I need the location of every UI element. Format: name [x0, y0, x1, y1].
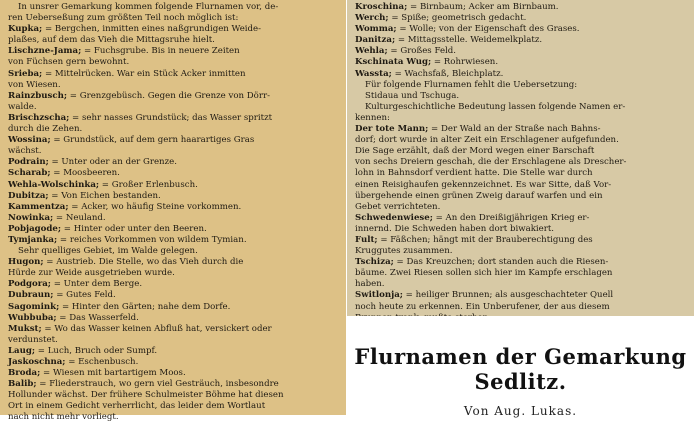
- left-column-line: [8, 379, 340, 390]
- line-text: = Unter oder an der Grenze.: [48, 157, 177, 168]
- line-text: = Neuland.: [53, 212, 106, 223]
- left-column-line: [8, 246, 340, 257]
- field-name-term: Wassta;: [355, 68, 392, 79]
- line-text: Sehr quelliges Gebiet, im Walde gelegen.: [18, 246, 198, 257]
- right-column-line: [355, 13, 688, 24]
- right-column-line: [355, 168, 688, 179]
- right-column-line: [355, 290, 688, 301]
- right-column-line: [355, 268, 688, 279]
- field-name-term: Srieba;: [8, 68, 43, 79]
- left-column-line: [8, 13, 340, 24]
- right-column-line: [355, 191, 688, 202]
- line-text: = Das Wasserfeld.: [56, 312, 139, 323]
- field-name-term: Podrain;: [8, 157, 49, 168]
- line-text: Hürde zur Weide ausgetrieben wurde.: [8, 268, 175, 279]
- left-column-line: [8, 35, 340, 46]
- line-text: = Mittelrücken. War ein Stück Acker inmitten: [42, 68, 246, 79]
- line-text: = Eschenbusch.: [65, 357, 139, 367]
- right-column-line: [355, 135, 688, 146]
- field-name-term: Der tote Mann;: [355, 124, 429, 135]
- left-column-line: [8, 146, 340, 157]
- left-column-line: [8, 91, 340, 102]
- left-column-line: [8, 390, 340, 401]
- line-text: = Der Wald an der Straße nach Bahns-: [428, 124, 601, 135]
- field-name-term: Wossina;: [8, 135, 51, 146]
- left-column-line: [8, 268, 340, 279]
- line-text: = Moosbeeren.: [50, 168, 120, 179]
- line-text: = Spiße; geometrisch gedacht.: [388, 13, 527, 24]
- right-column-line: [355, 91, 688, 102]
- article-author: Von Aug. Lukas.: [463, 404, 578, 418]
- line-text: von sechs Dreiern geschah, die der Erschlagene als Drescher-: [355, 157, 627, 168]
- field-name-term: Rainzbusch;: [8, 90, 68, 101]
- line-text: = Birnbaum; Acker am Birnbaum.: [407, 2, 559, 12]
- right-column-line: [355, 124, 688, 135]
- line-text: von Füchsen gern bewohnt.: [8, 57, 130, 68]
- field-name-term: Mukst;: [8, 323, 42, 334]
- line-text: = Mittagsstelle. Weidemelkplatz.: [395, 35, 543, 46]
- line-text: = Grenzgebüsch. Gegen die Grenze von Dörr-: [67, 90, 270, 101]
- line-text: walde.: [8, 101, 37, 112]
- right-column-line: [355, 257, 688, 268]
- line-text: = Das Kreuzchen; dort standen auch die Riesen-: [393, 257, 609, 268]
- field-name-term: Laug;: [8, 345, 36, 356]
- article-header: [347, 316, 694, 418]
- field-name-term: Sagomink;: [8, 301, 60, 312]
- left-column-line: [8, 224, 340, 235]
- field-name-term: Schwedenwiese;: [355, 212, 433, 223]
- field-name-term: Tymjanka;: [8, 234, 58, 245]
- left-column-line: [8, 335, 340, 346]
- line-text: = sehr nasses Grundstück; das Wasser spritzt: [69, 112, 273, 123]
- field-name-term: Pobjagode;: [8, 223, 62, 234]
- left-column-line: [8, 124, 340, 135]
- field-name-term: Kschinata Wug;: [355, 57, 432, 68]
- right-column-line: [355, 157, 688, 168]
- line-text: Ort in einem Gedicht verherrlicht, das leider dem Wortlaut: [8, 401, 266, 412]
- right-column-line: [355, 46, 688, 57]
- line-text: = Hinter den Gärten; nahe dem Dorfe.: [59, 301, 231, 312]
- field-name-term: Dubitza;: [8, 190, 49, 201]
- line-text: = Unter dem Berge.: [50, 279, 143, 290]
- line-text: = reiches Vorkommen von wildem Tymian.: [57, 234, 247, 245]
- line-text: = Rohrwiesen.: [431, 57, 499, 68]
- left-column-line: [8, 357, 340, 368]
- line-text: bäume. Zwei Riesen sollen sich hier im Kampfe erschlagen: [355, 268, 613, 279]
- field-name-term: Tschiza;: [355, 257, 394, 268]
- left-column-line: [8, 57, 340, 68]
- field-name-term: Podgora;: [8, 279, 51, 290]
- left-column-line: [8, 324, 340, 335]
- right-column-line: [355, 35, 688, 46]
- line-text: Gebet verrichteten.: [355, 201, 441, 212]
- right-column-line: [355, 69, 688, 80]
- line-text: dorf; dort wurde in alter Zeit ein Erschlagener aufgefunden.: [355, 135, 619, 146]
- left-text-column: [0, 0, 346, 423]
- line-text: = Grundstück, auf dem gern haarartiges Gras: [50, 135, 255, 146]
- field-name-term: Wehla-Wolschinka;: [8, 179, 100, 190]
- line-text: Kulturgeschichtliche Bedeutung lassen folgende Namen er-: [365, 101, 626, 112]
- line-text: = Großes Feld.: [387, 46, 457, 57]
- left-column-line: [8, 235, 340, 246]
- left-column-line: [8, 168, 340, 179]
- line-text: plaßes, auf dem das Vieh die Mittagsruhe hielt.: [8, 35, 215, 46]
- left-column-line: [8, 213, 340, 224]
- line-text: lohn in Bahnsdorf verdient hatte. Die Stelle war durch: [355, 168, 593, 179]
- field-name-term: Hugon;: [8, 257, 44, 268]
- right-column-line: [355, 2, 688, 13]
- line-text: = Wolle; von der Eigenschaft des Grases.: [396, 24, 580, 35]
- line-text: Hollunder wächst. Der frühere Schulmeister Böhme hat diesen: [8, 390, 284, 401]
- left-column-line: [8, 191, 340, 202]
- left-column-line: [8, 257, 340, 268]
- left-column-line: [8, 113, 340, 124]
- right-column-line: [355, 213, 688, 224]
- right-text-column: [347, 0, 694, 316]
- left-column-line: [8, 279, 340, 290]
- line-text: nach nicht mehr vorliegt.: [8, 412, 119, 423]
- field-name-term: Dubraun;: [8, 290, 54, 301]
- left-column-line: [8, 290, 340, 301]
- line-text: Kruggutes zusammen.: [355, 246, 453, 257]
- left-column-line: [8, 157, 340, 168]
- left-column-line: [8, 102, 340, 113]
- right-column-line: [355, 302, 688, 313]
- line-text: ren Ueberseßung zum größten Teil noch möglich ist:: [8, 13, 239, 24]
- left-column-line: [8, 412, 340, 423]
- field-name-term: Jaskoschna;: [8, 357, 66, 367]
- line-text: = Fäßchen; hängt mit der Brauberechtigung des: [377, 234, 593, 245]
- right-column-line: [355, 113, 688, 124]
- right-column-line: [355, 57, 688, 68]
- right-column-line: [355, 102, 688, 113]
- right-column-line: [355, 235, 688, 246]
- field-name-term: Balib;: [8, 379, 37, 390]
- left-column-line: [8, 135, 340, 146]
- line-text: = Fliederstrauch, wo gern viel Gesträuch, insbesondre: [36, 379, 279, 390]
- line-text: innernd. Die Schweden haben dort biwakiert.: [355, 223, 555, 234]
- field-name-term: Womma;: [355, 24, 397, 35]
- right-column-line: [355, 146, 688, 157]
- line-text: = Großer Erlenbusch.: [99, 179, 198, 190]
- field-name-term: Lischzne-Jama;: [8, 46, 82, 57]
- line-text: Die Sage erzählt, daß der Mord wegen einer Barschaft: [355, 146, 595, 157]
- left-column-line: [8, 202, 340, 213]
- line-text: Stidaua und Tschuga.: [365, 90, 460, 101]
- line-text: = Wo das Wasser keinen Abfluß hat, versickert oder: [41, 323, 272, 334]
- line-text: noch heute zu erkennen. Ein Unberufener, der aus diesem: [355, 301, 610, 312]
- line-text: von Wiesen.: [8, 79, 61, 90]
- line-text: = Fuchsgrube. Bis in neuere Zeiten: [81, 46, 240, 57]
- right-column-line: [355, 202, 688, 213]
- field-name-term: Broda;: [8, 368, 41, 379]
- line-text: durch die Zehen.: [8, 124, 83, 135]
- left-column-line: [8, 313, 340, 324]
- field-name-term: Wehla;: [355, 46, 388, 57]
- field-name-term: Wubbuba;: [8, 312, 57, 323]
- right-column-line: [355, 80, 688, 91]
- line-text: = Wachsfaß, Bleichplatz.: [391, 68, 504, 79]
- line-text: wächst.: [8, 146, 42, 157]
- line-text: verdunstet.: [8, 334, 58, 345]
- left-column-line: [8, 2, 340, 13]
- left-column-line: [8, 401, 340, 412]
- line-text: einen Reisighaufen gekennzeichnet. Es war Sitte, daß Vor-: [355, 179, 612, 190]
- line-text: = heiliger Brunnen; als ausgeschachteter Quell: [402, 290, 614, 301]
- field-name-term: Scharab;: [8, 168, 51, 179]
- left-column-line: [8, 302, 340, 313]
- line-text: = Bergchen, inmitten eines naßgrundigen Weide-: [42, 24, 262, 35]
- right-column-line: [355, 24, 688, 35]
- line-text: = Acker, wo häufig Steine vorkommen.: [68, 201, 242, 212]
- line-text: haben.: [355, 279, 385, 290]
- field-name-term: Brischzscha;: [8, 112, 70, 123]
- left-column-line: [8, 24, 340, 35]
- right-column-line: [355, 224, 688, 235]
- left-column-line: [8, 69, 340, 80]
- line-text: = Von Eichen bestanden.: [48, 190, 161, 201]
- line-text: = Gutes Feld.: [53, 290, 116, 301]
- left-column-line: [8, 80, 340, 91]
- right-column-line: [355, 279, 688, 290]
- field-name-term: Kroschina;: [355, 2, 408, 12]
- left-column-line: [8, 46, 340, 57]
- article-title: Flurnamen der Gemarkung Sedlitz.: [354, 344, 687, 394]
- line-text: = Hinter oder unter den Beeren.: [61, 223, 207, 234]
- left-column-line: [8, 346, 340, 357]
- field-name-term: Werch;: [355, 13, 389, 24]
- field-name-term: Danitza;: [355, 35, 396, 46]
- field-name-term: Fult;: [355, 234, 378, 245]
- left-column-line: [8, 180, 340, 191]
- line-text: In unsrer Gemarkung kommen folgende Flurnamen vor, de-: [18, 2, 279, 12]
- line-text: übergehende einen grünen Zweig darauf warfen und ein: [355, 190, 603, 201]
- field-name-term: Kammentza;: [8, 201, 69, 212]
- field-name-term: Switlonja;: [355, 290, 403, 301]
- line-text: kennen:: [355, 112, 390, 123]
- field-name-term: Kupka;: [8, 24, 43, 35]
- line-text: = An den Dreißigjährigen Krieg er-: [432, 212, 590, 223]
- line-text: = Luch, Bruch oder Sumpf.: [35, 345, 158, 356]
- line-text: = Wiesen mit bartartigem Moos.: [40, 368, 186, 379]
- right-column-line: [355, 246, 688, 257]
- left-column-line: [8, 368, 340, 379]
- line-text: = Austrieb. Die Stelle, wo das Vieh durch die: [43, 257, 244, 268]
- right-column-line: [355, 180, 688, 191]
- field-name-term: Nowinka;: [8, 212, 54, 223]
- line-text: Für folgende Flurnamen fehlt die Uebersetzung:: [365, 79, 578, 90]
